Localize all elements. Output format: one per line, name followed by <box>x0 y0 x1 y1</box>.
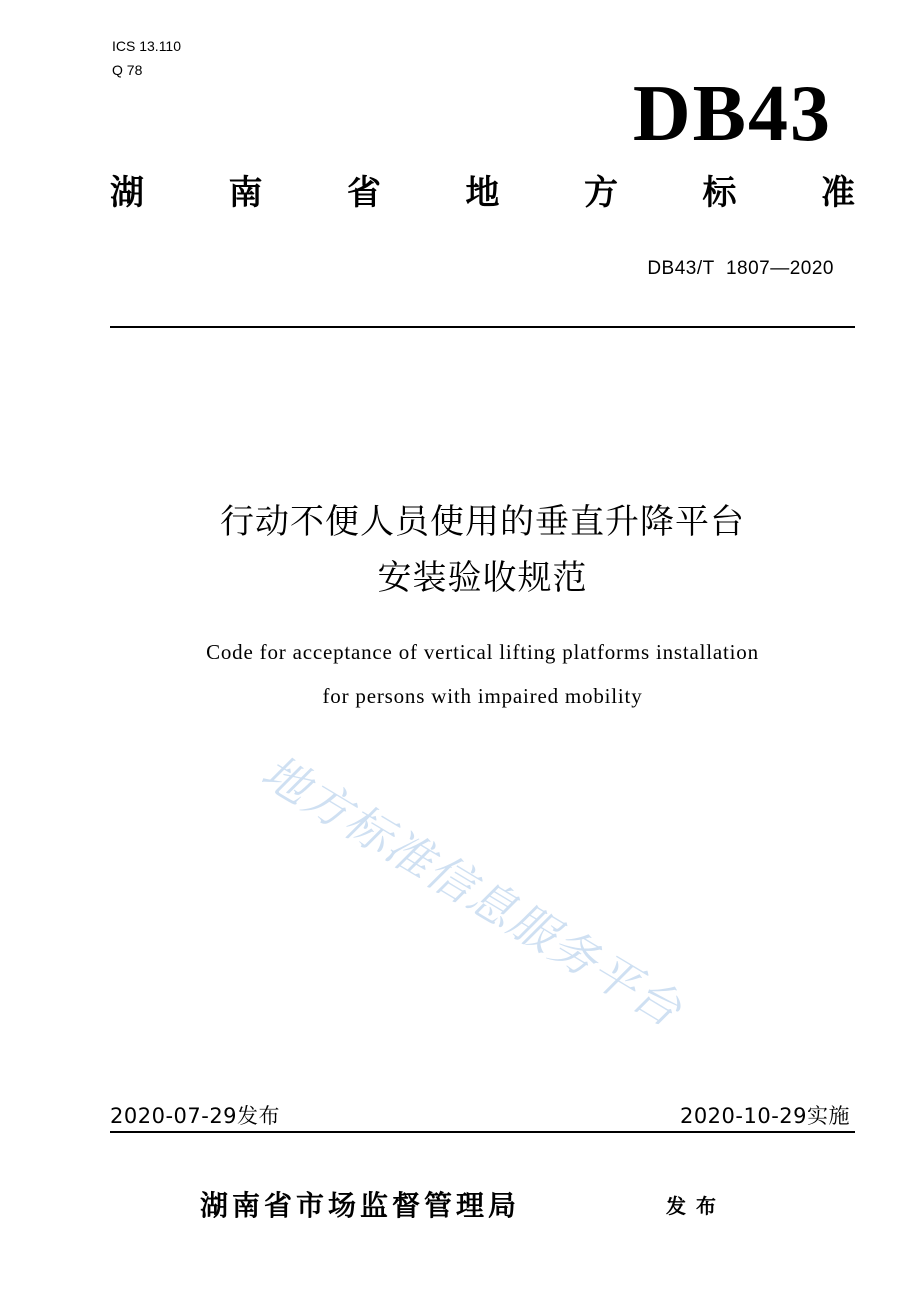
bottom-divider <box>110 1131 855 1133</box>
standard-type-char: 湖 <box>110 173 144 213</box>
issue-date: 2020-07-29发布 <box>110 1104 281 1128</box>
standard-type-char: 方 <box>584 173 618 213</box>
title-en-line2: for persons with impaired mobility <box>322 684 643 708</box>
implementation-date: 2020-10-29实施 <box>679 1104 850 1128</box>
standard-type-char: 省 <box>347 173 381 213</box>
standard-type-char: 准 <box>821 173 855 213</box>
issued-by-label: 发布 <box>666 1194 726 1218</box>
standard-type-char: 标 <box>702 173 737 213</box>
title-en-line1: Code for acceptance of vertical lifting platforms installation <box>206 640 759 664</box>
title-zh-line1: 行动不便人员使用的垂直升降平台 <box>220 502 745 542</box>
standard-code-mark: DB43 <box>632 70 832 158</box>
standard-type-char: 南 <box>228 173 263 213</box>
ccs-code: Q 78 <box>112 62 143 78</box>
ics-code: ICS 13.110 <box>112 38 182 54</box>
top-divider <box>110 326 855 328</box>
standard-number: DB43/T 1807—2020 <box>647 258 834 279</box>
watermark: 地方标准信息服务平台 <box>252 744 692 1038</box>
issuing-authority: 湖南省市场监督管理局 <box>200 1189 521 1222</box>
standard-type-heading <box>110 173 855 213</box>
standard-type-char: 地 <box>465 173 500 213</box>
title-zh-line2: 安装验收规范 <box>377 558 588 598</box>
